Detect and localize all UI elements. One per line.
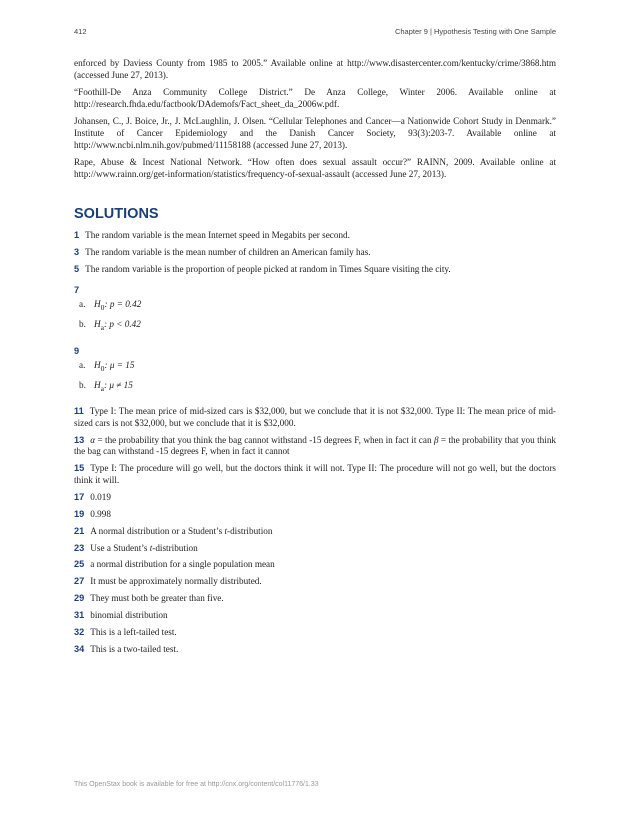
solution-item: [74, 576, 556, 588]
solution-text: Type I: The procedure will go well, but the doctors think it will not. Type II: The procedure will not go well, but the doctors think it will.: [74, 463, 556, 485]
solution-number: 31: [74, 610, 85, 621]
solution-text: This is a two-tailed test.: [90, 643, 179, 654]
hypothesis-null: a. $H_0$: p = 0.42: [79, 299, 142, 313]
page-header: [74, 27, 556, 36]
solution-text: 0.019: [90, 491, 111, 502]
hypothesis-alternative: b. $H_a$: p < 0.42: [79, 319, 141, 332]
solution-item: [74, 247, 556, 259]
reference-entry: Rape, Abuse & Incest National Network. “How often does sexual assault occur?” RAINN, 2009. Available online at http://www.rainn.org/get-information/statistics/frequency-of-sexual-assault (accessed June 27, 2013).: [74, 157, 556, 179]
solution-number: 3: [74, 247, 80, 258]
solution-text: The random variable is the mean Internet speed in Megabits per second.: [85, 230, 350, 241]
solution-text: Type I: The mean price of mid-sized cars is $32,000, but we conclude that it is not $32,000. Type II: The mean price of mid-sized cars is not $32,000, but we conclude that it is $32,000.: [74, 406, 556, 428]
solution-item: [74, 559, 556, 571]
solution-number: 17: [74, 491, 85, 502]
solution-number: 1: [74, 230, 80, 241]
solutions-heading: SOLUTIONS: [74, 206, 159, 223]
solution-number: 5: [74, 264, 80, 275]
solution-number: 25: [74, 559, 85, 570]
solution-item: 21 A normal distribution or a Student’s t-distribution: [74, 525, 273, 536]
solution-number: 27: [74, 576, 85, 587]
solution-number: 15: [74, 463, 85, 474]
solution-text: They must both be greater than five.: [90, 593, 224, 604]
reference-entry: enforced by Daviess County from 1985 to 2005.” Available online at http://www.disastercenter.com/kentucky/crime/3868.htm (accessed June 27, 2013).: [74, 58, 556, 80]
solution-item: [74, 264, 556, 276]
solution-number: 29: [74, 593, 85, 604]
solution-text: binomial distribution: [90, 610, 168, 621]
solution-number: 34: [74, 643, 85, 654]
solution-text: a normal distribution for a single population mean: [90, 559, 275, 570]
solution-item: [74, 463, 556, 486]
hypothesis-list: [74, 299, 556, 333]
solution-item: [74, 230, 556, 242]
solution-number: 9: [74, 345, 80, 356]
hypothesis-alternative: b. $H_a$: μ ≠ 15: [79, 379, 133, 393]
chapter-title: Chapter 9 | Hypothesis Testing with One Sample: [394, 27, 556, 36]
solution-item: [74, 492, 556, 504]
solution-text: It must be approximately normally distributed.: [90, 576, 262, 587]
reference-entry: “Foothill-De Anza Community College District.” De Anza College, Winter 2006. Available online at http://research.fhda.edu/factbook/DAdemofs/Fact_sheet_da_2006w.pdf.: [74, 87, 556, 109]
page-content: [74, 58, 556, 661]
hypothesis-list: [74, 360, 556, 394]
solution-text: The random variable is the mean number of children an American family has.: [85, 247, 371, 258]
solution-number: 11: [74, 406, 84, 417]
solution-item: [74, 406, 556, 429]
solution-item: [74, 644, 556, 656]
solution-item: [74, 627, 556, 639]
reference-entry: Johansen, C., J. Boice, Jr., J. McLaughlin, J. Olsen. “Cellular Telephones and Cancer—a Nationwide Cohort Study in Denmark.” Institute of Cancer Epidemiology and the Danish Cancer Society, 93(3):203-7. Available online at http://www.ncbi.nlm.nih.gov/pubmed/11158188 (accessed June 27, 2013).: [74, 116, 556, 150]
solution-item: 23 Use a Student’s t-distribution: [74, 542, 198, 553]
solution-number: 13: [74, 434, 85, 445]
solution-text: The random variable is the proportion of people picked at random in Times Square visiting the city.: [85, 264, 451, 275]
solution-item: [74, 346, 556, 358]
solution-number: 7: [74, 284, 80, 295]
solution-item: [74, 593, 556, 605]
references-list: [74, 58, 556, 180]
solution-item: [74, 610, 556, 622]
solution-item: [74, 509, 556, 521]
solution-text: This is a left-tailed test.: [90, 626, 177, 637]
solution-item: [74, 285, 556, 297]
solution-item: 13 α = the probability that you think the bag cannot withstand -15 degrees F, when in fact it can β = the probability that you think the bag can withstand -15 degrees F, when in fact it cannot: [74, 434, 557, 457]
solution-number: 19: [74, 508, 85, 519]
solution-number: 21: [74, 525, 85, 536]
solution-number: 23: [74, 542, 85, 553]
solution-number: 32: [74, 626, 85, 637]
solution-text: 0.998: [90, 508, 111, 519]
hypothesis-null: a. $H_0$: μ = 15: [79, 360, 135, 373]
page-footer: This OpenStax book is available for free at http://cnx.org/content/col11776/1.33: [74, 781, 319, 788]
page-number: 412: [74, 27, 87, 36]
